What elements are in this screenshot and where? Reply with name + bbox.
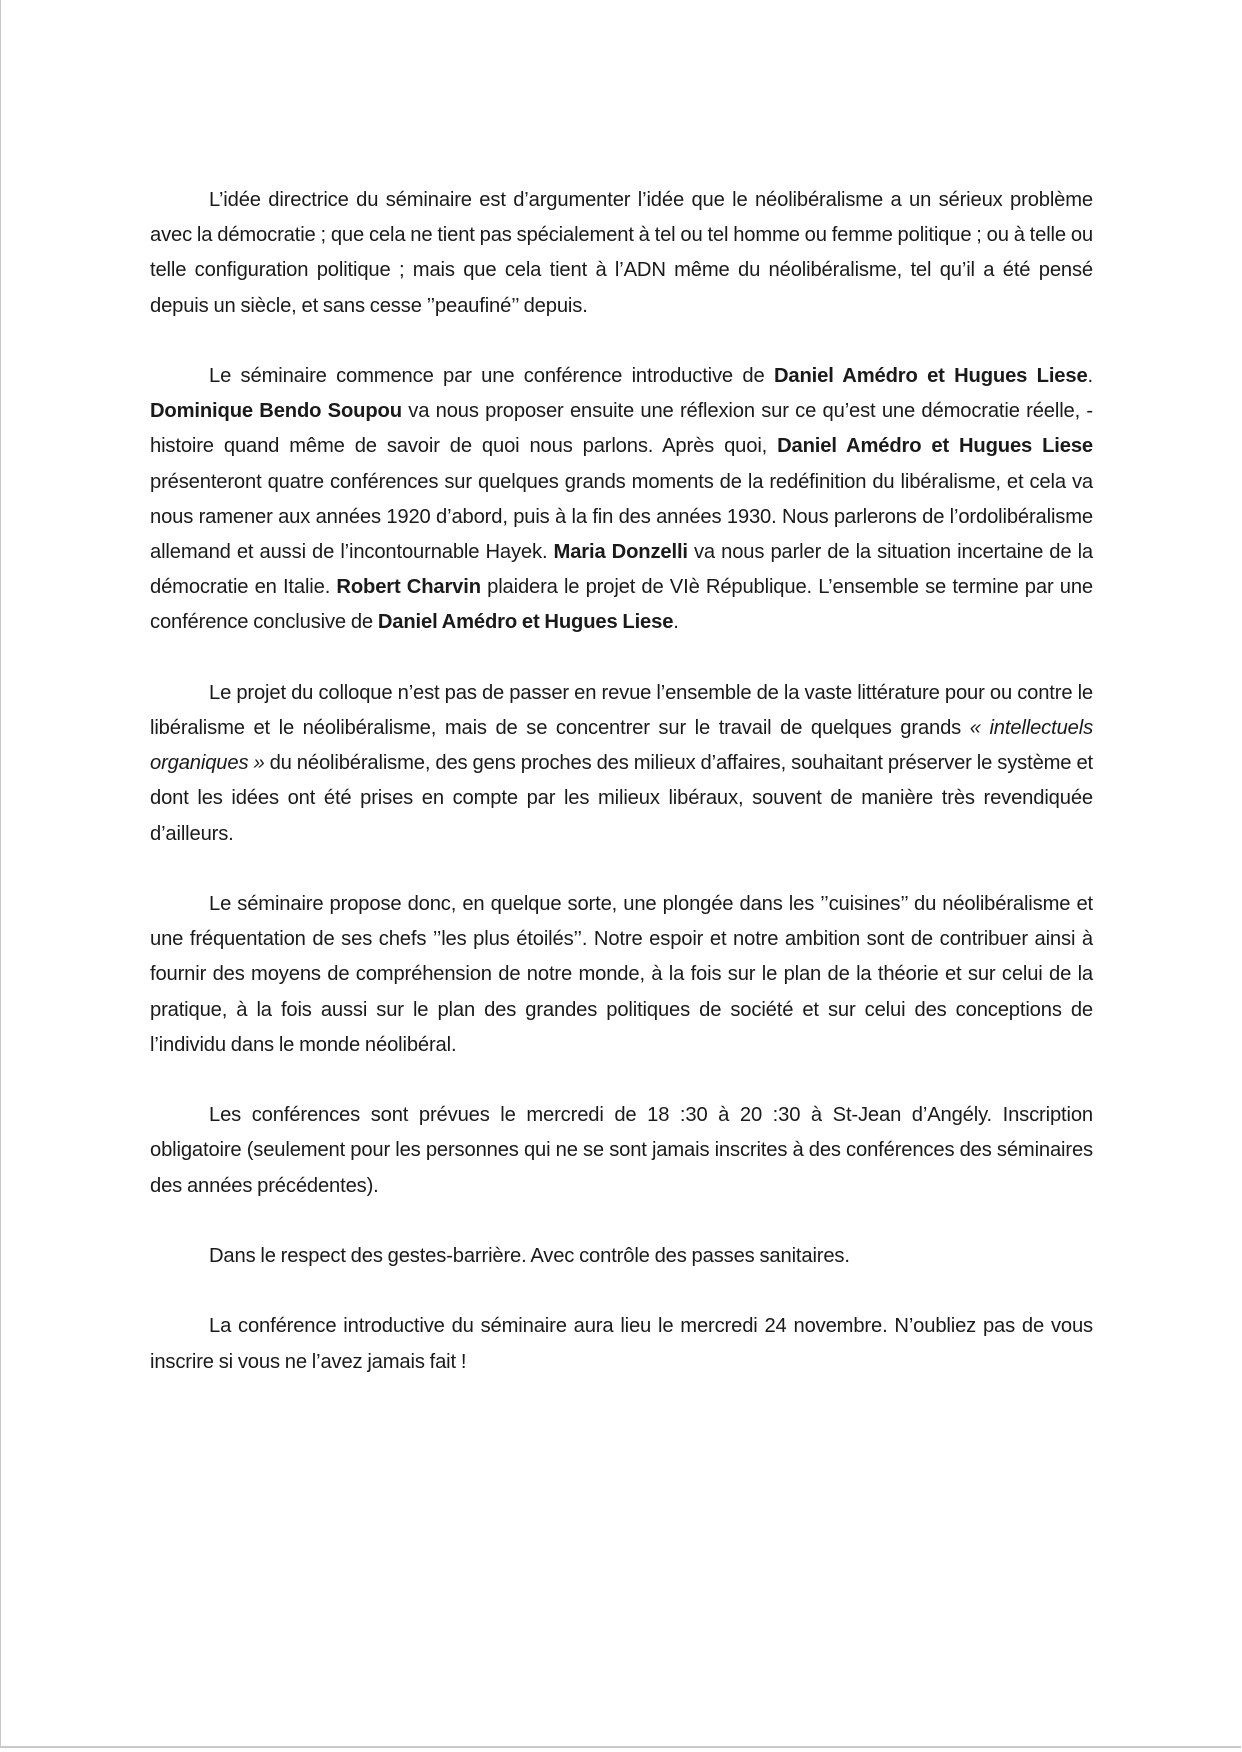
paragraph-ambition bbox=[150, 887, 1093, 1063]
text-run: . bbox=[1087, 365, 1093, 387]
paragraph-text: La conférence introductive du séminaire aura lieu le mercredi 24 novembre. N’oubliez pas de vous inscrire si vous ne l’avez jamais fait ! bbox=[150, 1315, 1093, 1373]
text-run: va nous proposer ensuite une réflexion sur ce qu’est une démocratie réelle, -histoire quand même de savoir de quoi nous parlons. Après quoi, bbox=[150, 400, 1093, 458]
italic-quote: « intellectuels organiques » bbox=[150, 717, 1094, 775]
document-body bbox=[150, 183, 1093, 1415]
paragraph-text: L’idée directrice du séminaire est d’argumenter l’idée que le néolibéralisme a un sérieux problème avec la démocratie ; que cela ne tient pas spécialement à tel ou tel homme ou femme politique ; ou à telle ou telle configuration politique ; mais que cela tient à l’ADN même du néolibéralisme, tel qu’il a été pensé depuis un siècle, et sans cesse ’’peaufiné’’ depuis. bbox=[150, 189, 1093, 317]
text-run: . bbox=[673, 611, 679, 634]
paragraph-intro bbox=[150, 183, 1093, 324]
text-run: présenteront quatre conférences sur quelques grands moments de la redéfinition du libéralisme, et cela va nous ramener aux années 1920 d’abord, puis à la fin des années 1930. Nous parlerons de l’ordolibéralisme allemand et aussi de l’incontournable Hayek. bbox=[150, 470, 1093, 564]
paragraph-schedule bbox=[150, 1098, 1093, 1204]
text-run: Le séminaire commence par une conférence introductive de bbox=[209, 365, 774, 387]
text-run: Le projet du colloque n’est pas de passer en revue l’ensemble de la vaste littérature pour ou contre le libéralisme et le néolibéralisme, mais de se concentrer sur le travail de quelques grands bbox=[150, 681, 1093, 740]
paragraph-program bbox=[150, 359, 1093, 641]
text-run: va nous parler de la situation incertaine de la démocratie en Italie. bbox=[150, 541, 1093, 599]
text-run: du néolibéralisme, des gens proches des milieux d’affaires, souhaitant préserver le système et dont les idées ont été prises en compte par les milieux libéraux, souvent de manière très revendiquée d’ailleurs. bbox=[150, 752, 1093, 845]
paragraph-sanitary bbox=[150, 1239, 1093, 1274]
speaker-name: Maria Donzelli bbox=[553, 541, 688, 564]
text-run: plaidera le projet de VIè République. L’ensemble se termine par une conférence conclusive de bbox=[150, 576, 1093, 634]
speaker-name: Daniel Amédro et Hugues Liese bbox=[777, 435, 1093, 458]
paragraph-project bbox=[150, 676, 1093, 852]
paragraph-text: Le séminaire propose donc, en quelque sorte, une plongée dans les ’’cuisines’’ du néolibéralisme et une fréquentation de ses chefs ’’les plus étoilés’’. Notre espoir et notre ambition sont de contribuer ainsi à fournir des moyens de compréhension de notre monde, à la fois sur le plan de la théorie et sur celui de la pratique, à la fois aussi sur le plan des grandes politiques de société et sur celui des conceptions de l’individu dans le monde néolibéral. bbox=[150, 893, 1093, 1056]
paragraph-first-date bbox=[150, 1309, 1093, 1379]
speaker-name: Robert Charvin bbox=[336, 576, 481, 599]
paragraph-text: Dans le respect des gestes-barrière. Avec contrôle des passes sanitaires. bbox=[209, 1245, 850, 1268]
paragraph-text: Les conférences sont prévues le mercredi de 18 :30 à 20 :30 à St-Jean d’Angély. Inscription obligatoire (seulement pour les personnes qui ne se sont jamais inscrites à des conférences des séminaires des années précédentes). bbox=[150, 1104, 1093, 1197]
speaker-name: Daniel Amédro et Hugues Liese bbox=[773, 365, 1088, 387]
speaker-name: Dominique Bendo Soupou bbox=[150, 400, 402, 423]
speaker-name: Daniel Amédro et Hugues Liese bbox=[377, 611, 674, 634]
